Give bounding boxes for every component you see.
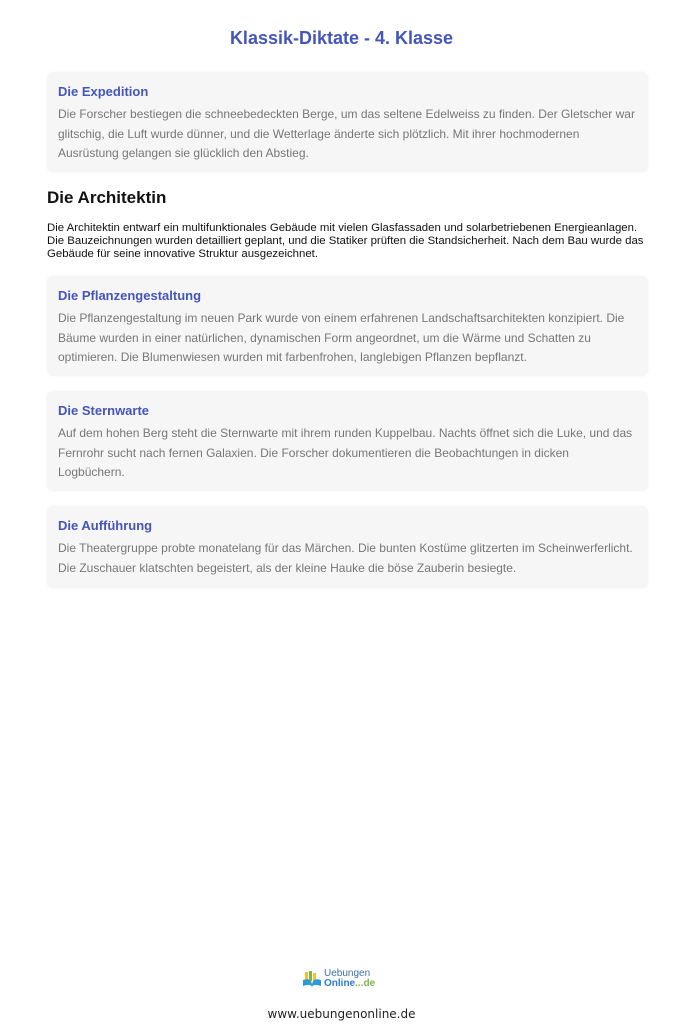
card-text: Die Forscher bestiegen die schneebedeckten Berge, um das seltene Edelweiss zu finden. Der Gletscher war glitschig, die Luft wurde dünner, und die Wetterlage änderte sich plötzlich. Mit ihrer hochmodernen Ausrüstung gelangen sie glücklich den Abstieg. xyxy=(58,107,635,160)
dictation-card-pflanzengestaltung xyxy=(47,276,648,376)
section-text: Die Architektin entwarf ein multifunktionales Gebäude mit vielen Glasfassaden und solarbetriebenen Energieanlagen. Die Bauzeichnungen wurden detailliert geplant, und die Statiker prüften die Standsicherheit. Nach dem Bau wurde das Gebäude für seine innovative Struktur ausgezeichnet. xyxy=(47,222,644,260)
dictation-card-expedition xyxy=(47,72,648,172)
logo-text-online: Online xyxy=(324,978,356,989)
dictation-card-sternwarte xyxy=(47,391,648,491)
card-heading: Die Pflanzengestaltung xyxy=(58,288,202,303)
card-text: Auf dem hohen Berg steht die Sternwarte mit ihrem runden Kuppelbau. Nachts öffnet sich die Luke, und das Fernrohr sucht nach fernen Galaxien. Die Forscher dokumentieren die Beobachtungen in dicken Logbüchern. xyxy=(58,426,633,479)
dictation-card-auffuehrung xyxy=(47,506,648,588)
card-heading: Die Expedition xyxy=(58,84,149,99)
site-logo xyxy=(302,966,382,992)
card-heading: Die Aufführung xyxy=(58,518,153,533)
page-title: Klassik-Diktate - 4. Klasse xyxy=(229,28,454,48)
footer-url: www.uebungenonline.de xyxy=(267,1007,416,1021)
logo-dots: ... xyxy=(355,978,364,989)
card-heading: Die Sternwarte xyxy=(58,403,150,418)
card-text: Die Theatergruppe probte monatelang für das Märchen. Die bunten Kostüme glitzerten im Scheinwerferlicht. Die Zuschauer klatschten begeistert, als der kleine Hauke die böse Zauberin besiegte. xyxy=(58,541,633,575)
book-icon xyxy=(302,969,322,989)
logo-text-uebungen: Uebungen xyxy=(324,968,371,979)
section-heading: Die Architektin xyxy=(47,188,167,207)
card-text: Die Pflanzengestaltung im neuen Park wurde von einem erfahrenen Landschaftsarchitekten konzipiert. Die Bäume wurden in einer natürlichen, dynamischen Form angeordnet, um die Wärme und Schatten zu optimieren. Die Blumenwiesen wurden mit farbenfrohen, langlebigen Pflanzen bepflanzt. xyxy=(58,311,625,364)
logo-text-de: de xyxy=(363,978,376,989)
